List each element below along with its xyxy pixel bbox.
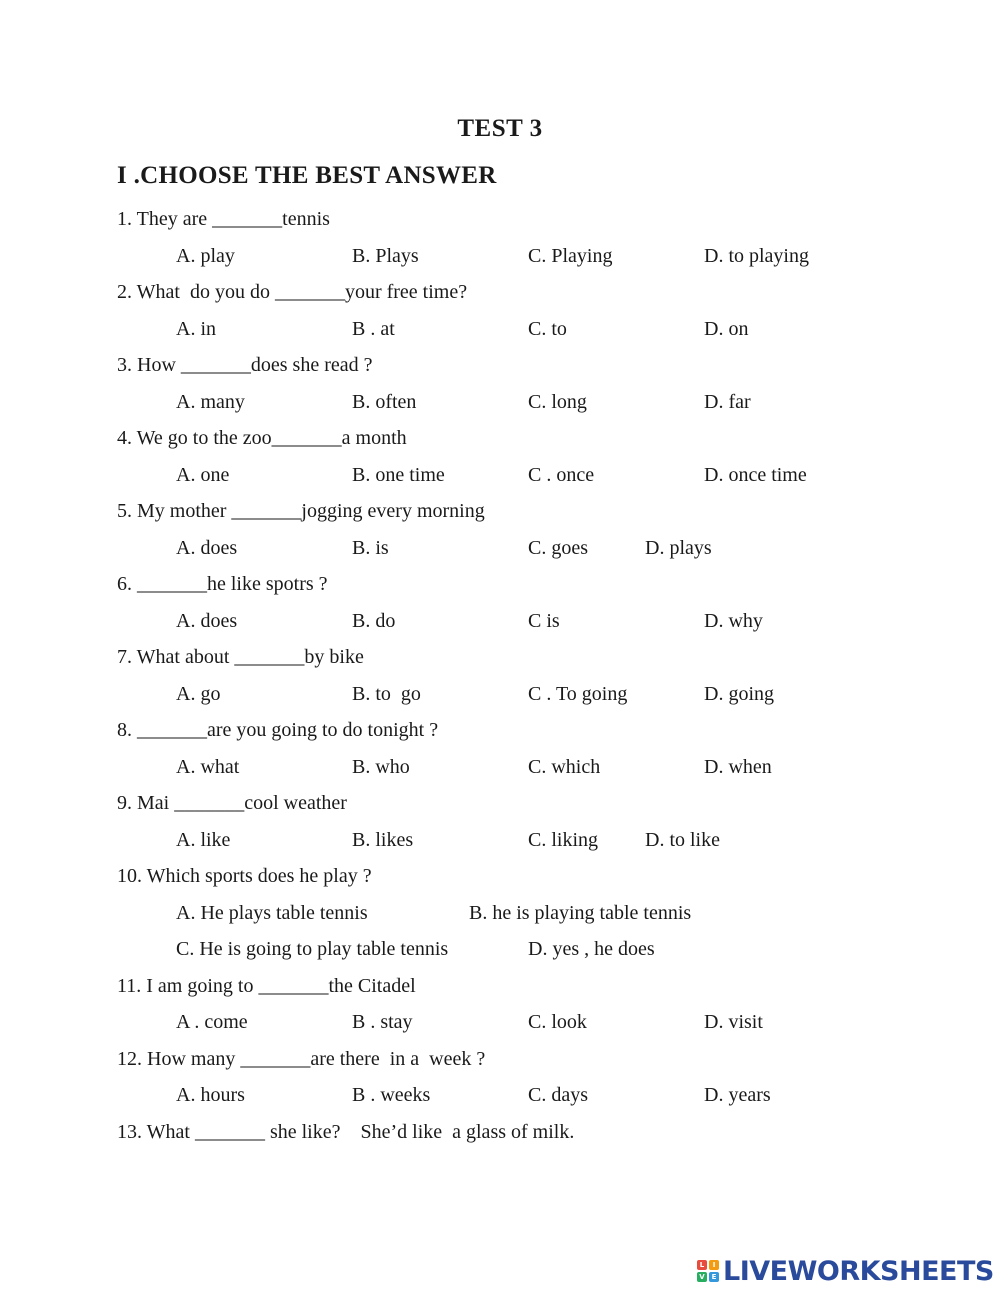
option-7b: B. to go	[352, 683, 421, 705]
question-11: 11. I am going to _______the Citadel	[117, 975, 416, 997]
option-1d: D. to playing	[704, 245, 809, 267]
option-4b: B. one time	[352, 464, 445, 486]
option-9d: D. to like	[645, 829, 720, 851]
option-9a: A. like	[176, 829, 231, 851]
option-3c: C. long	[528, 391, 587, 413]
option-6a: A. does	[176, 610, 238, 632]
test-title: TEST 3	[457, 115, 543, 142]
option-6b: B. do	[352, 610, 396, 632]
question-10: 10. Which sports does he play ?	[117, 865, 372, 887]
option-6c: C is	[528, 610, 560, 632]
section-heading: I .CHOOSE THE BEST ANSWER	[117, 162, 497, 189]
logo-blocks-icon	[697, 1260, 719, 1282]
option-7c: C . To going	[528, 683, 628, 705]
option-3a: A. many	[176, 391, 245, 413]
logo-text: LIVEWORKSHEETS	[723, 1255, 994, 1287]
question-6: 6. _______he like spotrs ?	[117, 573, 328, 595]
option-8a: A. what	[176, 756, 240, 778]
option-12d: D. years	[704, 1084, 771, 1106]
question-8: 8. _______are you going to do tonight ?	[117, 719, 439, 741]
question-2: 2. What do you do _______your free time?	[117, 281, 468, 303]
option-12a: A. hours	[176, 1084, 245, 1106]
option-3d: D. far	[704, 391, 751, 413]
question-4: 4. We go to the zoo_______a month	[117, 427, 407, 449]
option-1c: C. Playing	[528, 245, 613, 267]
question-1: 1. They are _______tennis	[117, 208, 330, 230]
question-3: 3. How _______does she read ?	[117, 354, 373, 376]
option-5b: B. is	[352, 537, 389, 559]
option-12b: B . weeks	[352, 1084, 431, 1106]
option-2a: A. in	[176, 318, 216, 340]
option-4c: C . once	[528, 464, 595, 486]
option-6d: D. why	[704, 610, 763, 632]
question-12: 12. How many _______are there in a week ?	[117, 1048, 486, 1070]
option-1b: B. Plays	[352, 245, 419, 267]
option-2d: D. on	[704, 318, 749, 340]
option-10a: A. He plays table tennis	[176, 902, 368, 924]
logo-block: I	[709, 1260, 719, 1270]
question-5: 5. My mother _______jogging every morning	[117, 500, 485, 522]
option-10d: D. yes , he does	[528, 938, 655, 960]
question-9: 9. Mai _______cool weather	[117, 792, 347, 814]
option-4a: A. one	[176, 464, 230, 486]
question-13: 13. What _______ she like? She’d like a glass of milk.	[117, 1121, 575, 1143]
option-1a: A. play	[176, 245, 235, 267]
logo-block: V	[697, 1272, 707, 1282]
option-11b: B . stay	[352, 1011, 413, 1033]
option-5a: A. does	[176, 537, 238, 559]
option-11c: C. look	[528, 1011, 587, 1033]
option-8b: B. who	[352, 756, 410, 778]
option-8c: C. which	[528, 756, 601, 778]
logo-block: E	[709, 1272, 719, 1282]
option-10c: C. He is going to play table tennis	[176, 938, 449, 960]
option-9b: B. likes	[352, 829, 414, 851]
option-5c: C. goes	[528, 537, 588, 559]
logo-block: L	[697, 1260, 707, 1270]
option-3b: B. often	[352, 391, 417, 413]
option-12c: C. days	[528, 1084, 588, 1106]
option-7a: A. go	[176, 683, 221, 705]
question-7: 7. What about _______by bike	[117, 646, 364, 668]
option-5d: D. plays	[645, 537, 712, 559]
liveworksheets-logo	[697, 1254, 994, 1288]
option-2b: B . at	[352, 318, 395, 340]
option-11d: D. visit	[704, 1011, 763, 1033]
option-11a: A . come	[176, 1011, 248, 1033]
option-8d: D. when	[704, 756, 772, 778]
option-2c: C. to	[528, 318, 567, 340]
option-10b: B. he is playing table tennis	[469, 902, 692, 924]
option-9c: C. liking	[528, 829, 599, 851]
option-7d: D. going	[704, 683, 774, 705]
option-4d: D. once time	[704, 464, 807, 486]
